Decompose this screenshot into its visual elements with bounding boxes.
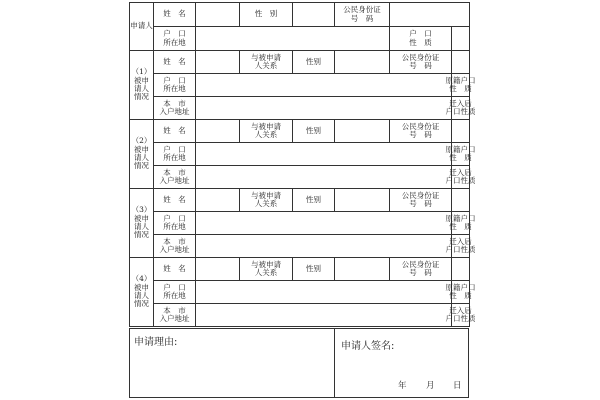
- applicant-hukou-type-label: 户 口 性 质: [389, 26, 452, 51]
- applicant-hukou-address-label: 户 口 所在地: [153, 26, 196, 51]
- member-2-original-hukou-type-label: 原籍户口 性 质: [451, 142, 470, 166]
- member-3-title: （3） 被申 请人 情况: [129, 188, 154, 258]
- applicant-hukou-type-field[interactable]: [451, 26, 470, 51]
- applicant-gender-field[interactable]: [292, 2, 335, 27]
- member-3-name-field[interactable]: [195, 188, 240, 212]
- applicant-title: 申请人: [129, 2, 154, 51]
- member-3-city-address-field[interactable]: [195, 234, 452, 258]
- member-2-gender-label: 性别: [292, 119, 335, 143]
- member-4-after-hukou-type-label: 迁入后 户口性质: [451, 303, 470, 327]
- member-2-title: （2） 被申 请人 情况: [129, 119, 154, 189]
- member-3-gender-label: 性别: [292, 188, 335, 212]
- member-2-city-address-label: 本 市 入户地址: [153, 165, 196, 189]
- member-1-title: （1） 被申 请人 情况: [129, 50, 154, 120]
- applicant-gender-label: 性 别: [239, 2, 293, 27]
- household-registration-form: [129, 2, 476, 398]
- member-1-after-hukou-type-label: 迁入后 户口性质: [451, 96, 470, 120]
- form-bottom-section: [129, 328, 469, 398]
- member-4-gender-field[interactable]: [334, 257, 390, 281]
- member-3-hukou-address-field[interactable]: [195, 211, 452, 235]
- member-1-id-field[interactable]: [451, 50, 470, 74]
- member-4-title: （4） 被申 请人 情况: [129, 257, 154, 327]
- member-3-hukou-address-label: 户 口 所在地: [153, 211, 196, 235]
- reason-label: 申请理由:: [134, 337, 178, 348]
- member-2-id-label: 公民身份证 号 码: [389, 119, 452, 143]
- member-4-id-label: 公民身份证 号 码: [389, 257, 452, 281]
- applicant-name-label: 姓 名: [153, 2, 196, 27]
- member-2-city-address-field[interactable]: [195, 165, 452, 189]
- member-3-relation-label: 与被申请 人关系: [239, 188, 293, 212]
- member-4-city-address-label: 本 市 入户地址: [153, 303, 196, 327]
- member-3-name-label: 姓 名: [153, 188, 196, 212]
- member-1-id-label: 公民身份证 号 码: [389, 50, 452, 74]
- member-1-name-field[interactable]: [195, 50, 240, 74]
- member-4-original-hukou-type-label: 原籍户口 性 质: [451, 280, 470, 304]
- member-4-hukou-address-label: 户 口 所在地: [153, 280, 196, 304]
- member-4-relation-label: 与被申请 人关系: [239, 257, 293, 281]
- date-year-label: 年: [398, 381, 407, 391]
- member-1-city-address-label: 本 市 入户地址: [153, 96, 196, 120]
- date-day-label: 日: [453, 381, 462, 391]
- signature-cell: [334, 328, 469, 398]
- member-1-gender-label: 性别: [292, 50, 335, 74]
- member-1-relation-label: 与被申请 人关系: [239, 50, 293, 74]
- member-2-hukou-address-field[interactable]: [195, 142, 452, 166]
- date-month-label: 月: [426, 381, 435, 391]
- member-4-name-label: 姓 名: [153, 257, 196, 281]
- member-2-after-hukou-type-label: 迁入后 户口性质: [451, 165, 470, 189]
- member-4-name-field[interactable]: [195, 257, 240, 281]
- form-grid: [129, 2, 476, 329]
- member-1-gender-field[interactable]: [334, 50, 390, 74]
- member-4-hukou-address-field[interactable]: [195, 280, 452, 304]
- member-3-id-label: 公民身份证 号 码: [389, 188, 452, 212]
- applicant-name-field[interactable]: [195, 2, 240, 27]
- member-1-original-hukou-type-label: 原籍户口 性 质: [451, 73, 470, 97]
- reason-cell: [129, 328, 335, 398]
- member-2-gender-field[interactable]: [334, 119, 390, 143]
- signature-label: 申请人签名:: [341, 341, 395, 352]
- member-3-city-address-label: 本 市 入户地址: [153, 234, 196, 258]
- member-3-after-hukou-type-label: 迁入后 户口性质: [451, 234, 470, 258]
- member-1-hukou-address-field[interactable]: [195, 73, 452, 97]
- member-2-relation-label: 与被申请 人关系: [239, 119, 293, 143]
- member-2-hukou-address-label: 户 口 所在地: [153, 142, 196, 166]
- member-1-name-label: 姓 名: [153, 50, 196, 74]
- member-2-id-field[interactable]: [451, 119, 470, 143]
- applicant-id-label: 公民身份证 号 码: [334, 2, 390, 27]
- member-4-gender-label: 性别: [292, 257, 335, 281]
- member-3-original-hukou-type-label: 原籍户口 性 质: [451, 211, 470, 235]
- member-3-id-field[interactable]: [451, 188, 470, 212]
- member-4-id-field[interactable]: [451, 257, 470, 281]
- member-1-hukou-address-label: 户 口 所在地: [153, 73, 196, 97]
- member-2-name-label: 姓 名: [153, 119, 196, 143]
- member-1-city-address-field[interactable]: [195, 96, 452, 120]
- member-3-gender-field[interactable]: [334, 188, 390, 212]
- applicant-id-field[interactable]: [389, 2, 470, 27]
- applicant-hukou-address-field[interactable]: [195, 26, 390, 51]
- member-2-name-field[interactable]: [195, 119, 240, 143]
- member-4-city-address-field[interactable]: [195, 303, 452, 327]
